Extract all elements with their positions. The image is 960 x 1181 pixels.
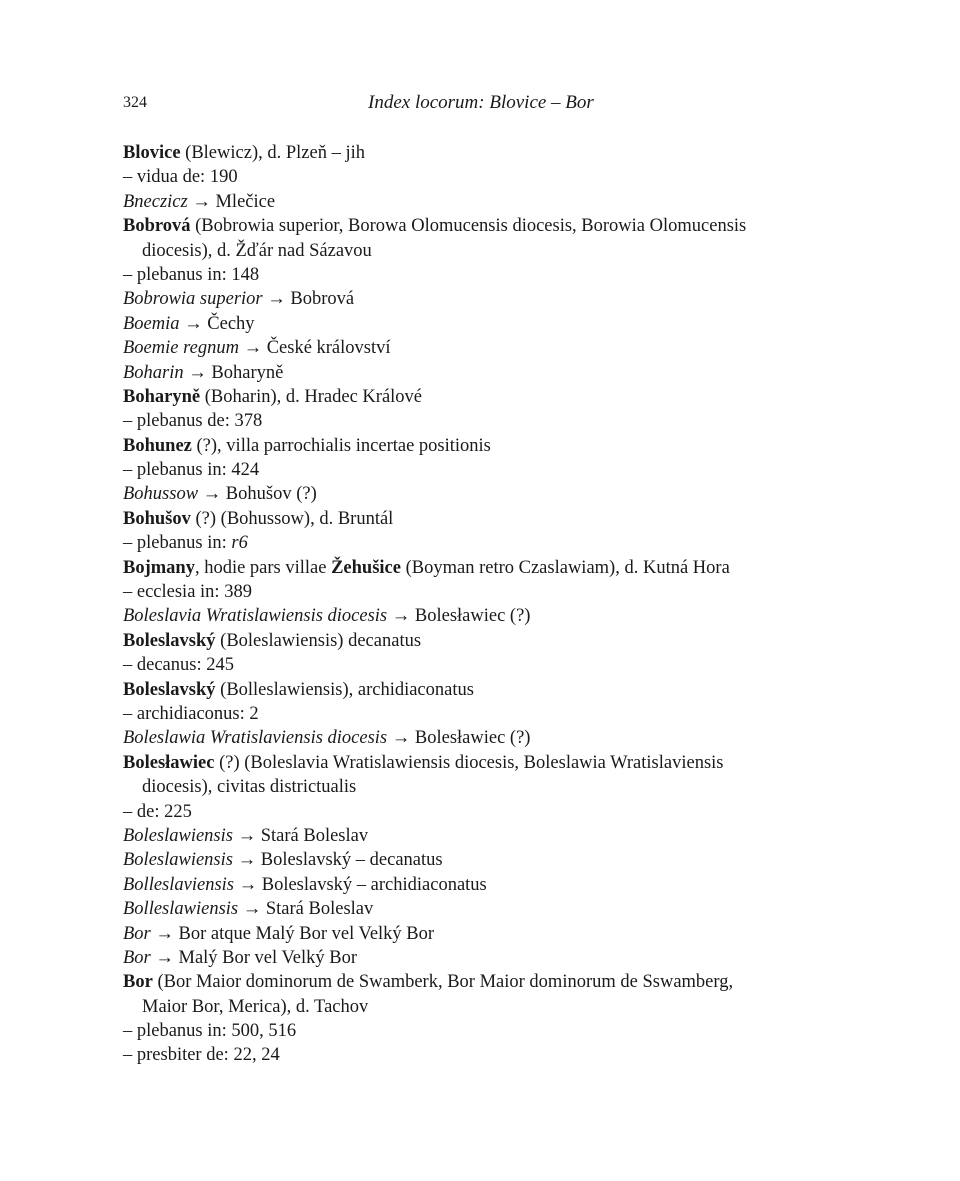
headword: Bohušov	[123, 508, 191, 529]
entry-details: , hodie pars villae	[194, 557, 332, 578]
index-entries	[123, 141, 823, 1068]
subentry-text: – vidua de: 190	[123, 167, 238, 188]
subentry-text: – archidiaconus: 2	[123, 703, 259, 724]
variant-form: Boharin	[123, 362, 184, 383]
headword: Bohunez	[123, 435, 192, 456]
variant-form: Boleslawiensis	[123, 825, 233, 846]
reference-target: → Bohušov (?)	[198, 484, 317, 505]
reference-target: → Bolesławiec (?)	[387, 606, 531, 627]
entry-details: (Bobrowia superior, Borowa Olomucensis diocesis, Borowia Olomucensis	[190, 216, 747, 237]
cross-reference	[123, 190, 823, 214]
cross-reference	[123, 604, 823, 628]
subentry	[123, 653, 823, 677]
page-number: 324	[123, 94, 147, 111]
subentry	[123, 702, 823, 726]
headword: Bolesławiec	[123, 752, 215, 773]
cross-reference	[123, 361, 823, 385]
variant-form: Bobrowia superior	[123, 289, 263, 310]
variant-form: Boleslawia Wratislaviensis diocesis	[123, 728, 388, 749]
entry-details: (Bolleslawiensis), archidiaconatus	[215, 679, 474, 700]
entry-continuation	[123, 775, 823, 799]
variant-form: Bolleslawiensis	[123, 899, 239, 920]
continuation-text: diocesis), d. Žďár nad Sázavou	[142, 240, 372, 261]
reference-target: → Bobrová	[262, 289, 355, 310]
cross-reference	[123, 824, 823, 848]
headword: Blovice	[123, 143, 181, 163]
cross-reference	[123, 287, 823, 311]
subentry-reference: r6	[231, 533, 248, 554]
variant-form: Bneczicz	[123, 191, 188, 212]
reference-target: → Boharyně	[183, 362, 284, 383]
index-entry	[123, 629, 823, 653]
reference-target: → Boleslavský – decanatus	[232, 850, 443, 871]
entry-continuation	[123, 239, 823, 263]
index-entry	[123, 678, 823, 702]
headword-secondary: Žehušice	[331, 557, 401, 578]
entry-details: (Blewicz), d. Plzeň – jih	[180, 143, 365, 163]
subentry-text: – decanus: 245	[123, 655, 234, 676]
cross-reference	[123, 873, 823, 897]
cross-reference	[123, 482, 823, 506]
cross-reference	[123, 897, 823, 921]
entry-details: (Boyman retro Czaslawiam), d. Kutná Hora	[400, 557, 730, 578]
reference-target: → Malý Bor vel Velký Bor	[150, 947, 357, 968]
variant-form: Boleslawiensis	[123, 850, 233, 871]
variant-form: Boemia	[123, 313, 180, 334]
cross-reference	[123, 312, 823, 336]
index-entry	[123, 556, 823, 580]
subentry	[123, 800, 823, 824]
cross-reference	[123, 336, 823, 360]
index-entry	[123, 751, 823, 775]
subentry	[123, 1043, 823, 1067]
entry-details: (?) (Boleslavia Wratislawiensis diocesis, Boleslawia Wratislaviensis	[214, 752, 724, 773]
entry-details: (?) (Bohussow), d. Bruntál	[190, 508, 394, 529]
continuation-text: diocesis), civitas districtualis	[142, 777, 357, 798]
reference-target: → Čechy	[179, 313, 255, 334]
reference-target: → Bor atque Malý Bor vel Velký Bor	[150, 923, 435, 944]
variant-form: Bor	[123, 947, 151, 968]
reference-target: → Stará Boleslav	[238, 899, 374, 920]
subentry-text: – ecclesia in: 389	[123, 582, 252, 603]
cross-reference	[123, 922, 823, 946]
subentry	[123, 458, 823, 482]
subentry-text: – presbiter de: 22, 24	[123, 1045, 280, 1066]
reference-target: → Bolesławiec (?)	[387, 728, 531, 749]
subentry-text: – plebanus de: 378	[123, 411, 263, 432]
index-entry	[123, 970, 823, 994]
variant-form: Bohussow	[123, 484, 199, 505]
subentry-text: – plebanus in: 424	[123, 460, 260, 481]
headword: Boharyně	[123, 386, 201, 407]
entry-continuation	[123, 995, 823, 1019]
cross-reference	[123, 848, 823, 872]
headword: Bobrová	[123, 216, 191, 237]
index-entry	[123, 507, 823, 531]
subentry	[123, 1019, 823, 1043]
subentry-text: – plebanus in: 148	[123, 264, 260, 285]
cross-reference	[123, 726, 823, 750]
headword: Bojmany	[123, 557, 195, 578]
headword: Boleslavský	[123, 679, 216, 700]
variant-form: Boleslavia Wratislawiensis diocesis	[123, 606, 388, 627]
subentry	[123, 531, 823, 555]
reference-target: → Stará Boleslav	[232, 825, 369, 846]
continuation-text: Maior Bor, Merica), d. Tachov	[142, 996, 369, 1017]
headword: Boleslavský	[123, 630, 216, 651]
cross-reference	[123, 946, 823, 970]
subentry-text: – plebanus in: 500, 516	[123, 1021, 297, 1042]
entry-details: (Bor Maior dominorum de Swamberk, Bor Maior dominorum de Sswamberg,	[152, 972, 734, 993]
subentry-text: – de: 225	[123, 801, 192, 822]
subentry	[123, 165, 823, 189]
entry-details: (Boleslawiensis) decanatus	[215, 630, 422, 651]
running-head: Index locorum: Blovice – Bor	[368, 92, 594, 113]
reference-target: → Mlečice	[187, 191, 276, 212]
subentry-text: – plebanus in:	[123, 533, 232, 554]
subentry	[123, 263, 823, 287]
subentry	[123, 580, 823, 604]
reference-target: → Boleslavský – archidiaconatus	[233, 874, 487, 895]
reference-target: → České království	[238, 338, 391, 359]
variant-form: Bor	[123, 923, 151, 944]
index-entry	[123, 385, 823, 409]
entry-details: (?), villa parrochialis incertae positionis	[191, 435, 491, 456]
index-entry	[123, 214, 823, 238]
variant-form: Bolleslaviensis	[123, 874, 234, 895]
index-entry	[123, 434, 823, 458]
entry-details: (Boharin), d. Hradec Králové	[200, 386, 423, 407]
subentry	[123, 409, 823, 433]
variant-form: Boemie regnum	[123, 338, 239, 359]
headword: Bor	[123, 972, 153, 993]
index-entry	[123, 141, 823, 165]
